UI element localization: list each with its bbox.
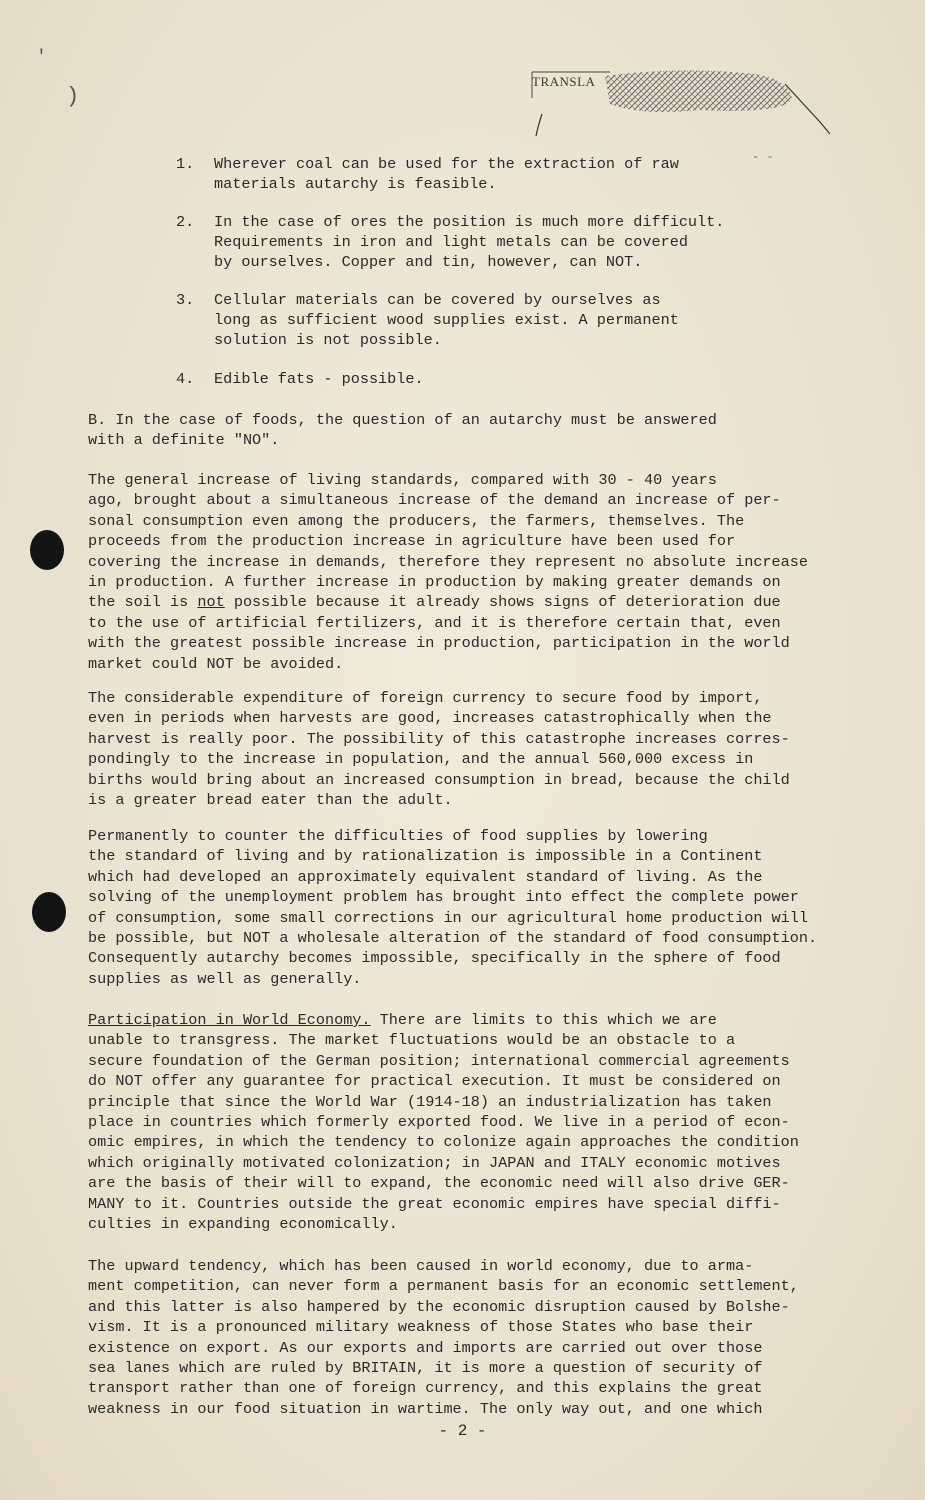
margin-tick: ' <box>36 48 47 68</box>
paragraph-b: B. In the case of foods, the question of an autarchy must be answered with a definite "NO". <box>88 411 717 450</box>
list-item-text: Wherever coal can be used for the extraction of raw materials autarchy is feasible. <box>214 155 679 193</box>
list-item-number: 1. <box>176 155 195 173</box>
paragraph-foreign-currency: The considerable expenditure of foreign currency to secure food by import, even in periods when harvests are good, increases catastrophically when the harvest is really poor. The possibility of this catastrophe increases corres- pondingly to the increase in population, and the annual 560,000 excess in births would bring about an increased consumption in bread, because the child is a greater bread eater than the adult. <box>88 689 790 810</box>
punch-hole <box>32 892 66 932</box>
list-item-number: 2. <box>176 213 195 231</box>
list-item-number: 3. <box>176 291 195 309</box>
punch-hole <box>30 530 64 570</box>
list-item-text: In the case of ores the position is much more difficult. Requirements in iron and light metals can be covered by ourselves. Copper and tin, however, can NOT. <box>214 213 725 271</box>
margin-scribble: - - <box>752 150 774 164</box>
paragraph-upward-tendency: The upward tendency, which has been caused in world economy, due to arma- ment competition, can never form a permanent basis for an economic settlement, and this latter is also hampered by the economic disruption caused by Bolshe- vism. It is a pronounced military weakness of those States who base their existence on export. As our exports and imports are carried out over those sea lanes which are ruled by BRITAIN, it is more a question of security of transport rather than one of foreign currency, and this explains the great weakness in our food situation in wartime. The only way out, and one which <box>88 1257 799 1418</box>
paragraph-text: There are limits to this which we are unable to transgress. The market fluctuations would be an obstacle to a secure foundation of the German position; international commercial agreements do NOT offer any guarantee for practical execution. It must be considered on principle that since the World War (1914-18) an industrialization has taken place in countries which formerly exported food. We live in a period of econ- omic empires, in which the tendency to colonize again approaches the condition which originally motivated colonization; in JAPAN and ITALY economic motives are the basis of their will to expand, the economic need will also drive GER- MANY to it. Countries outside the great economic empires have special diffi- culties in expanding economically. <box>88 1011 799 1234</box>
list-item-text: Edible fats - possible. <box>214 370 424 388</box>
paragraph-living-standards <box>88 470 848 674</box>
list-item-text: Cellular materials can be covered by ourselves as long as sufficient wood supplies exist. A permanent solution is not possible. <box>214 291 679 349</box>
emphasis-not: not <box>197 593 225 612</box>
paragraph-food-supplies: Permanently to counter the difficulties of food supplies by lowering the standard of living and by rationalization is impossible in a Continent which had developed an approximately equivalent standard of living. As the solving of the unemployment problem has brought into effect the complete power of consumption, some small corrections in our agricultural home production will be possible, but NOT a wholesale alteration of the standard of food consumption. Consequently autarchy becomes impossible, specifically in the sphere of food supplies as well as generally. <box>88 827 818 988</box>
paragraph-text: The general increase of living standards, compared with 30 - 40 years ago, brought about a simultaneous increase of the demand an increase of per- sonal consumption even among the producers, the farmers, themselves. The proceeds from the production increase in agriculture have been used for covering the increase in demands, therefore they represent no absolute increase in production. A further increase in production by making greater demands on the soil is <box>88 471 809 612</box>
stamp-label: TRANSLA <box>532 74 596 89</box>
list-item-number: 4. <box>176 370 195 388</box>
paragraph-text: possible because it already shows signs of deterioration due to the use of artificial fertilizers, and it is therefore certain that, even with the greatest possible increase in production, participation in the world market could NOT be avoided. <box>88 593 790 673</box>
paragraph-world-economy <box>88 1010 848 1234</box>
section-heading: Participation in World Economy. <box>88 1011 371 1029</box>
margin-bracket: ) <box>66 84 80 109</box>
page-number: - 2 - <box>438 1422 487 1440</box>
translation-stamp <box>530 70 830 136</box>
